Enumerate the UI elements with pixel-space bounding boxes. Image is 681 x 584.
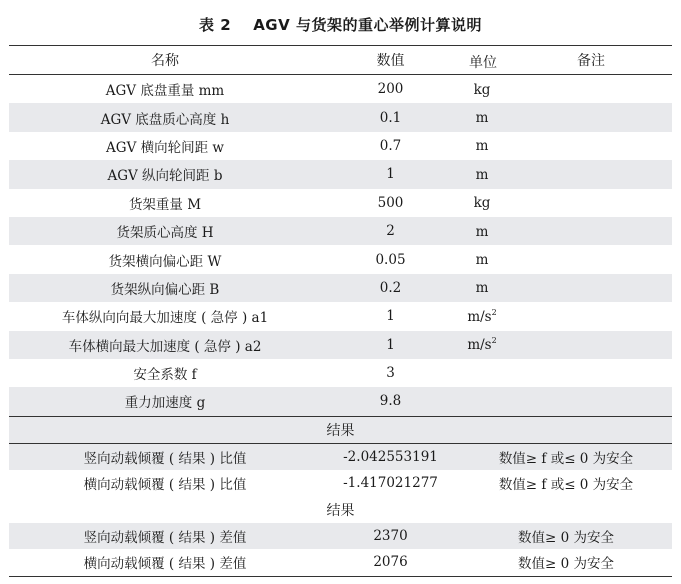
result-name: 横向动载倾覆 ( 结果 ) 差值 xyxy=(83,556,247,573)
result-row xyxy=(9,523,672,550)
result-row xyxy=(9,443,672,470)
param-unit: m xyxy=(475,110,489,127)
param-unit-cell xyxy=(460,359,672,387)
param-value: 0.1 xyxy=(321,103,460,131)
result-note: 数值≥ f 或≤ 0 为安全 xyxy=(460,443,672,470)
param-unit-cell xyxy=(460,331,672,359)
param-value: 0.2 xyxy=(321,274,460,302)
result-value: -2.042553191 xyxy=(321,443,460,470)
table-row xyxy=(9,103,672,131)
param-unit-wrap xyxy=(457,223,507,240)
param-value: 0.7 xyxy=(379,137,402,154)
param-unit-cell xyxy=(460,132,672,160)
header-row xyxy=(9,46,672,75)
param-unit-wrap xyxy=(457,81,507,98)
table-row xyxy=(9,331,672,359)
table-row xyxy=(9,302,672,330)
param-name: 重力加速度 g xyxy=(9,387,321,416)
param-name: 车体横向最大加速度 ( 急停 ) a2 xyxy=(9,331,321,359)
param-unit-wrap xyxy=(457,137,507,154)
section-label: 结果 xyxy=(326,502,355,519)
param-unit: m xyxy=(475,166,489,183)
result-name: 竖向动载倾覆 ( 结果 ) 差值 xyxy=(9,523,321,550)
param-unit: kg xyxy=(473,81,491,98)
param-name: 货架纵向偏心距 B xyxy=(9,274,321,302)
param-unit: m xyxy=(475,138,489,155)
param-value: 500 xyxy=(377,194,404,211)
param-unit: m xyxy=(475,280,489,297)
param-unit: m xyxy=(475,252,489,269)
param-unit-wrap xyxy=(457,251,507,268)
calculation-table xyxy=(9,45,672,577)
param-unit-exponent: 2 xyxy=(491,336,497,346)
table-row xyxy=(9,274,672,302)
result-note: 数值≥ f 或≤ 0 为安全 xyxy=(498,477,634,494)
table-row xyxy=(9,245,672,273)
section-row xyxy=(9,416,672,443)
param-name: AGV 横向轮间距 w xyxy=(106,139,224,156)
param-unit-wrap xyxy=(457,279,507,296)
param-value: 3 xyxy=(386,365,395,382)
table-row xyxy=(9,217,672,245)
result-value: -1.417021277 xyxy=(343,475,438,492)
param-value: 2 xyxy=(321,217,460,245)
param-unit-cell xyxy=(460,103,672,131)
section-row xyxy=(9,497,672,523)
param-name: AGV 纵向轮间距 b xyxy=(9,160,321,188)
result-row xyxy=(9,470,672,497)
result-note: 数值≥ 0 为安全 xyxy=(518,556,614,573)
table-row xyxy=(9,160,672,188)
header-name: 名称 xyxy=(9,46,321,75)
param-value: 200 xyxy=(377,81,404,98)
param-unit: m xyxy=(475,223,489,240)
param-unit-cell xyxy=(460,274,672,302)
result-name: 竖向动载倾覆 ( 结果 ) 比值 xyxy=(9,443,321,470)
param-unit-exponent: 2 xyxy=(491,307,497,317)
param-value: 9.8 xyxy=(321,387,460,416)
param-name: 货架横向偏心距 W xyxy=(108,253,222,270)
param-unit-cell xyxy=(460,189,672,217)
param-unit-wrap xyxy=(457,109,507,126)
table-row xyxy=(9,359,672,387)
param-value: 1 xyxy=(321,331,460,359)
table-row xyxy=(9,189,672,217)
header-note: 备注 xyxy=(577,53,605,69)
param-unit: m/s xyxy=(467,337,492,354)
header-note-group xyxy=(460,46,672,75)
param-value: 0.05 xyxy=(375,251,406,268)
table-caption: AGV 与货架的重心举例计算说明 xyxy=(253,16,482,34)
table-number: 表 2 xyxy=(199,16,232,34)
table-body xyxy=(9,75,672,577)
param-name: 货架质心高度 H xyxy=(9,217,321,245)
section-label: 结果 xyxy=(9,416,672,443)
result-value: 2370 xyxy=(321,523,460,550)
param-unit-cell xyxy=(460,245,672,273)
param-unit-wrap xyxy=(457,336,507,353)
param-name: AGV 底盘质心高度 h xyxy=(9,103,321,131)
header-unit-label: 单位 xyxy=(469,55,497,71)
param-unit-cell xyxy=(460,387,672,416)
param-name: AGV 底盘重量 mm xyxy=(105,83,225,100)
param-unit-wrap xyxy=(457,194,507,211)
table-title xyxy=(0,14,681,35)
result-note: 数值≥ 0 为安全 xyxy=(460,523,672,550)
table-row xyxy=(9,132,672,160)
param-value: 1 xyxy=(386,308,395,325)
header-value: 数值 xyxy=(321,46,460,75)
result-value: 2076 xyxy=(373,554,408,571)
param-unit-wrap xyxy=(457,308,507,325)
param-unit: kg xyxy=(473,195,491,212)
param-unit-wrap xyxy=(457,166,507,183)
table-row xyxy=(9,75,672,104)
param-unit-cell xyxy=(460,160,672,188)
param-unit-cell xyxy=(460,302,672,330)
result-name: 横向动载倾覆 ( 结果 ) 比值 xyxy=(83,477,247,494)
param-unit-cell xyxy=(460,75,672,104)
param-name: 安全系数 f xyxy=(133,367,197,384)
table-row xyxy=(9,387,672,416)
param-unit: m/s xyxy=(467,308,492,325)
param-name: 车体纵向向最大加速度 ( 急停 ) a1 xyxy=(61,310,269,327)
param-value: 1 xyxy=(321,160,460,188)
result-row xyxy=(9,549,672,576)
param-name: 货架重量 M xyxy=(128,196,202,213)
param-unit-cell xyxy=(460,217,672,245)
